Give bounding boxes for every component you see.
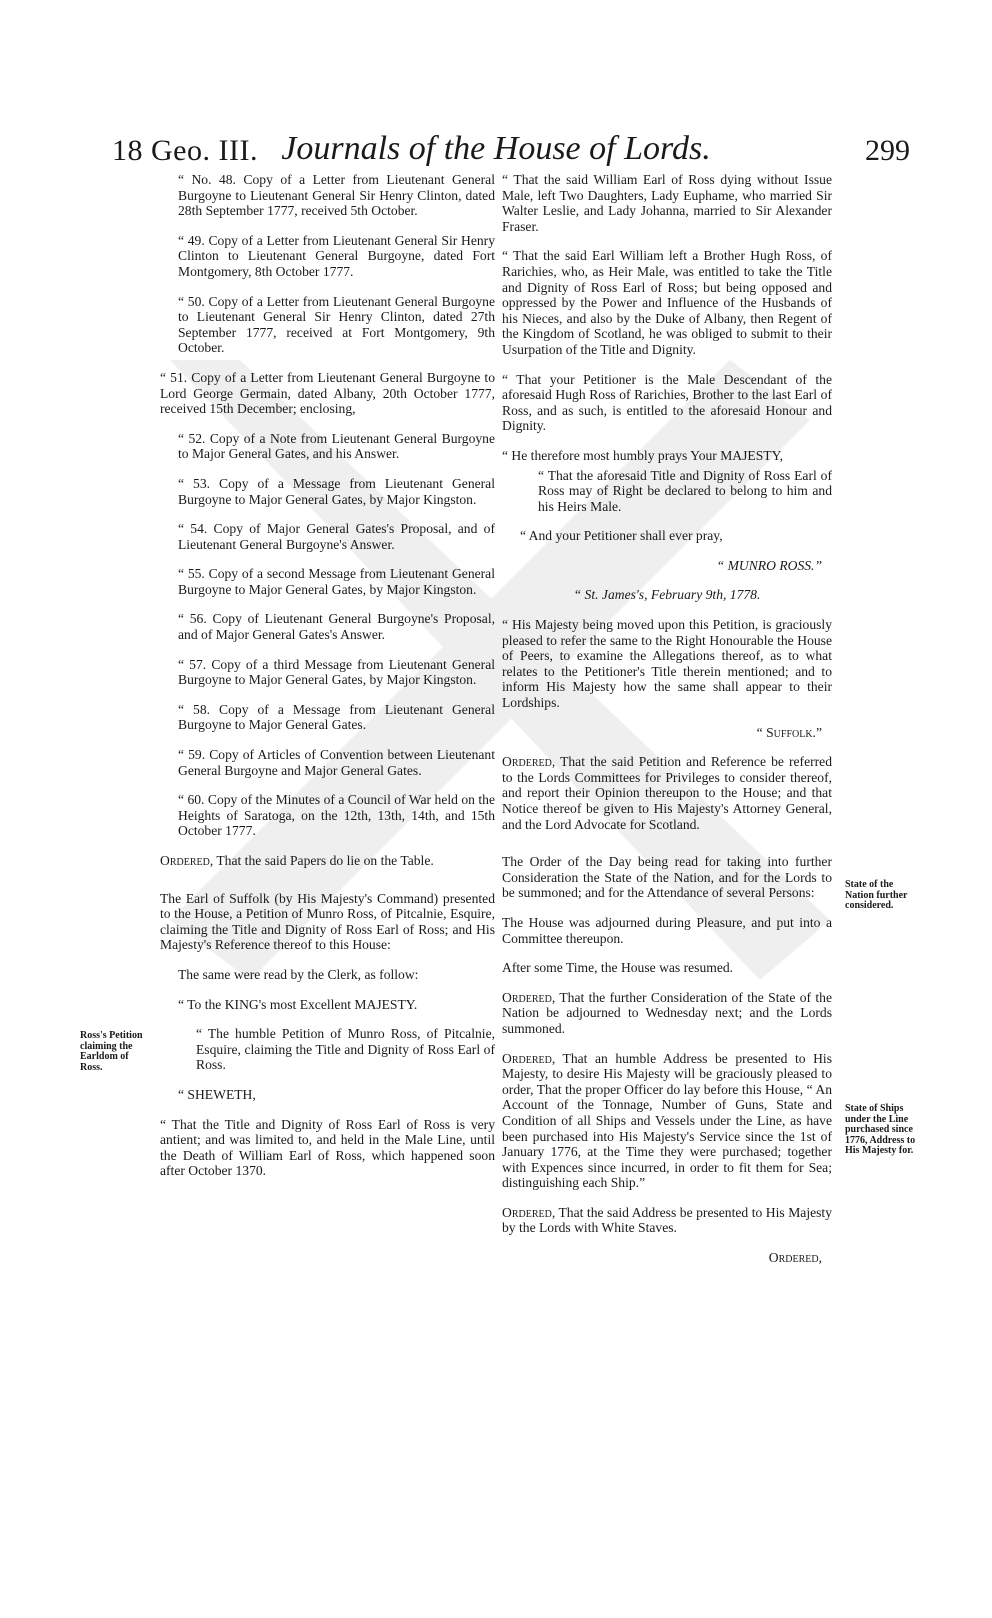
list-item: “ 59. Copy of Articles of Convention between Lieutenant General Burgoyne and Major General Gates.: [178, 747, 495, 778]
right-column: [502, 172, 832, 1280]
margin-note-ross-petition: Ross's Petition claiming the Earldom of Ross.: [80, 1030, 143, 1073]
petition-paragraph: “ That the said Earl William left a Brother Hugh Ross, of Rarichies, who, as Heir Male, was entitled to take the Title and Dignity of Ross Earl of Ross; but being opposed and oppressed by the Power and Influence of the Husbands of his Nieces, and also by the Duke of Albany, then Regent of the Kingdom of Scotland, he was obliged to submit to their Usurpation of the Title and Dignity.: [502, 248, 832, 357]
read-by-clerk: The same were read by the Clerk, as follow:: [178, 966, 419, 982]
sheweth: “ SHEWETH,: [178, 1086, 256, 1102]
petition-paragraph: “ That the said William Earl of Ross dying without Issue Male, left Two Daughters, Lady Euphame, who married Sir Walter Leslie, and Lady Johanna, married to Sir Alexander Fraser.: [502, 172, 832, 234]
ordered-label: Ordered,: [502, 754, 556, 770]
ordered-petition: Ordered, That the said Petition and Reference be referred to the Lords Committees for Privileges to consider thereof, and report their Opinion thereupon to the House; and that Notice thereof be given to His Majesty's Attorney General, and the Lord Advocate for Scotland.: [502, 754, 833, 832]
ordered-papers: [160, 853, 495, 869]
order-of-day: The Order of the Day being read for taking into further Consideration the State of the Nation, and for the Lords to be summoned; and for the Attendance of several Persons:: [502, 854, 832, 901]
house-adjourned: The House was adjourned during Pleasure, and put into a Committee thereupon.: [502, 914, 832, 946]
house-resumed: After some Time, the House was resumed.: [502, 960, 734, 976]
petition-title: “ The humble Petition of Munro Ross, of Pitcalnie, Esquire, claiming the Title and Dignity of Ross Earl of Ross.: [196, 1026, 495, 1073]
petition-paragraph: “ That your Petitioner is the Male Descendant of the aforesaid Hugh Ross of Rarichies, Brother to the last Earl of Ross, and as such, is entitled to the aforesaid Honour and Dignity.: [502, 371, 832, 434]
left-column: [160, 172, 495, 1193]
petitioner-signature: “ MUNRO ROSS.”: [716, 557, 822, 573]
header-session: 18 Geo. III.: [112, 134, 258, 167]
list-item: “ 52. Copy of a Note from Lieutenant General Burgoyne to Major General Gates, and his Answer.: [178, 430, 495, 462]
margin-note-ships-address: State of Ships under the Line purchased since 1776, Address to His Majesty for.: [845, 1103, 916, 1156]
list-item: “ 53. Copy of a Message from Lieutenant General Burgoyne to Major General Gates, by Major Kingston.: [178, 475, 495, 507]
margin-note-state-nation: State of the Nation further considered.: [845, 879, 908, 911]
list-item: “ No. 48. Copy of a Letter from Lieutenant General Burgoyne to Lieutenant General Sir Henry Clinton, dated 28th September 1777, received 5th October.: [178, 172, 495, 219]
ordered-adjourn: Ordered, That the further Consideration of the State of the Nation be adjourned to Wednesday next; and the Lords summoned.: [502, 989, 833, 1036]
ordered-label: Ordered,: [502, 1204, 556, 1220]
list-item: “ 54. Copy of Major General Gates's Proposal, and of Lieutenant General Burgoyne's Answer.: [178, 521, 495, 552]
suffolk-signature: “ Suffolk.”: [756, 724, 822, 740]
address-to-king: “ To the KING's most Excellent MAJESTY.: [178, 996, 418, 1012]
list-item: “ 49. Copy of a Letter from Lieutenant General Sir Henry Clinton to Lieutenant General Burgoyne, dated Fort Montgomery, 8th October 1777.: [178, 232, 495, 279]
petition-date: “ St. James's, February 9th, 1778.: [573, 587, 761, 603]
page-number: 299: [865, 134, 910, 167]
ordered-label: Ordered,: [502, 1050, 556, 1066]
prayer-line: “ He therefore most humbly prays Your MAJESTY,: [502, 447, 784, 463]
prayer-text: “ That the aforesaid Title and Dignity of Ross Earl of Ross may of Right be declared to belong to him and his Heirs Male.: [538, 467, 832, 514]
list-item: “ 50. Copy of a Letter from Lieutenant General Burgoyne to Lieutenant General Sir Henry Clinton, dated 27th September 1777, received at Fort Montgomery, 9th October.: [178, 293, 495, 356]
ordered-address: Ordered, That an humble Address be presented to His Majesty, to desire His Majesty will be graciously pleased to order, That the proper Officer do lay before this House, “ An Account of the Tonnage, Number of Guns, State and Condition of all Ships and Vessels under the Line, as have been purchased into His Majesty's Service since the 1st of January 1776, at the Time they were purchased; together with Expences since incurred, in order to fit them for Sea; distinguishing each Ship.”: [502, 1050, 832, 1191]
ordered-label: Ordered,: [502, 989, 556, 1005]
ordered-white-staves: Ordered, That the said Address be presented to His Majesty by the Lords with White Staves.: [502, 1204, 833, 1236]
ordered-text: That the said Papers do lie on the Table.: [216, 853, 434, 868]
list-item: “ 55. Copy of a second Message from Lieutenant General Burgoyne to Major General Gates, by Major Kingston.: [178, 566, 495, 597]
list-item: “ 56. Copy of Lieutenant General Burgoyne's Proposal, and of Major General Gates's Answer.: [178, 611, 495, 643]
ordered-label: Ordered,: [160, 853, 214, 868]
ever-pray: “ And your Petitioner shall ever pray,: [520, 528, 723, 544]
list-item: “ 51. Copy of a Letter from Lieutenant General Burgoyne to Lord George Germain, dated Albany, 20th October 1777, received 15th December; enclosing,: [160, 369, 495, 417]
petition-paragraph: “ That the Title and Dignity of Ross Earl of Ross is very antient; and was limited to, and held in the Male Line, until the Death of William Earl of Ross, which happened soon after October 1370.: [160, 1116, 495, 1179]
reference-paragraph: “ His Majesty being moved upon this Petition, is graciously pleased to refer the same to the Right Honourable the House of Peers, to examine the Allegations thereof, as to what relates to the Petitioner's Title therein mentioned; and to inform His Majesty how the same shall appear to their Lordships.: [502, 617, 832, 711]
list-item: “ 58. Copy of a Message from Lieutenant General Burgoyne to Major General Gates.: [178, 701, 495, 733]
header-title: Journals of the House of Lords.: [281, 130, 711, 167]
list-item: “ 57. Copy of a third Message from Lieutenant General Burgoyne to Major General Gates, by Major Kingston.: [178, 656, 495, 688]
list-item: “ 60. Copy of the Minutes of a Council of War held on the Heights of Saratoga, on the 12th, 13th, 14th, and 15th October 1777.: [178, 792, 495, 839]
earl-suffolk-paragraph: The Earl of Suffolk (by His Majesty's Command) presented to the House, a Petition of Munro Ross, of Pitcalnie, Esquire, claiming the Title and Dignity of Ross Earl of Ross; and His Majesty's Reference thereof to this House:: [160, 890, 495, 953]
catchword: Ordered,: [768, 1250, 822, 1266]
